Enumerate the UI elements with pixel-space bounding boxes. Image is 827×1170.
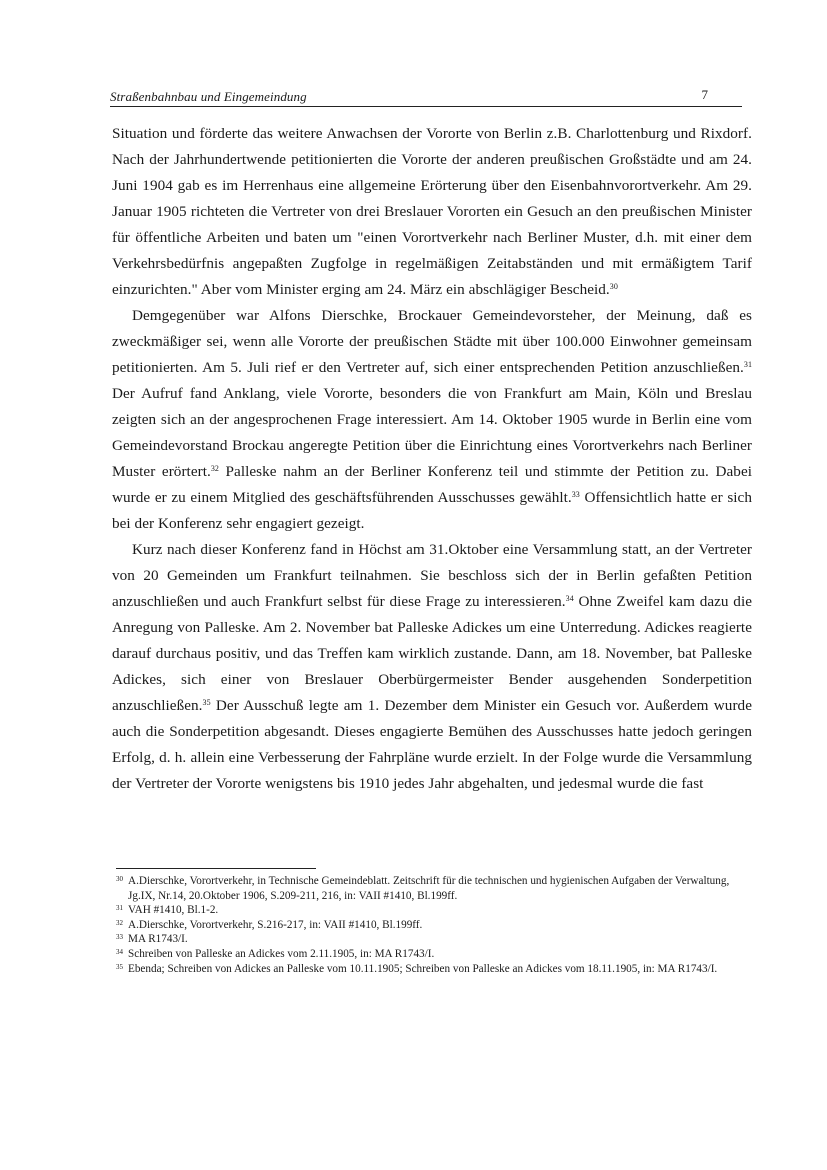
footnote: $^{31}$ VAH #1410, Bl.1-2. (116, 904, 219, 917)
footnote: $^{32}$ A.Dierschke, Vorortverkehr, S.216-217, in: VAII #1410, Bl.199ff. (116, 918, 423, 931)
paragraph (112, 303, 752, 537)
paragraph-text: Palleske nahm an der Berliner Konferenz teil und stimmte der Petition zu. Dabei wurde er zu einem Mitglied des geschäftsführenden Ausschusses gewählt. (112, 463, 753, 506)
footnote-text: Schreiben von Palleske an Adickes vom 2.11.1905, in: MA R1743/I. (128, 947, 435, 960)
footnote-reference: 34 (565, 594, 574, 603)
paragraph-text: Demgegenüber war Alfons Dierschke, Brockauer Gemeindevorsteher, der Meinung, daß es zweckmäßiger sei, wenn alle Vororte der preußischen Städte mit über 100.000 Einwohner gemeinsam petitionierten. Am 5. Juli rief er den Vertreter auf, sich einer entsprechenden Petition anzuschließen. (112, 307, 752, 376)
footnote-reference: 31 (743, 360, 752, 369)
paragraph-text: Situation und förderte das weitere Anwachsen der Vororte von Berlin z.B. Charlottenburg und Rixdorf. Nach der Jahrhundertwende petitionierten die Vororte der anderen preußischen Großstädte und am 24. Juni 1904 gab es im Herrenhaus eine allgemeine Erörterung über den Eisenbahnvorortverkehr. Am 29. Januar 1905 richteten die Vertreter von drei Breslauer Vororten ein Gesuch an den preußischen Minister für öffentliche Arbeiten und baten um "einen Vorortverkehr nach Berliner Muster, d.h. mit einer dem Verkehrsbedürfnis angepaßten Zugfolge in regelmäßigen Zeitabständen und mit ermäßigtem Tarif einzurichten." Aber vom Minister erging am 24. März ein abschlägiger Bescheid. (112, 125, 752, 298)
footnote-text: VAH #1410, Bl.1-2. (128, 904, 219, 917)
footnote-text: A.Dierschke, Vorortverkehr, S.216-217, in: VAII #1410, Bl.199ff. (128, 918, 423, 931)
footnotes (116, 874, 756, 976)
paragraph-text: Kurz nach dieser Konferenz fand in Höchst am 31.Oktober eine Versammlung statt, an der Vertreter von 20 Gemeinden um Frankfurt teilnahmen. Sie beschloss sich der in Berlin gefaßten Petition anzuschließen und auch Frankfurt selbst für diese Frage zu interessieren. (112, 541, 752, 610)
paragraph-text: Ohne Zweifel kam dazu die Anregung von Palleske. Am 2. November bat Palleske Adickes um eine Unterredung. Adickes reagierte darauf durchaus positiv, und das Treffen kam wirklich zustande. Dann, am 18. November, bat Palleske Adickes, sich einer von Breslauer Oberbürgermeister Bender ausgehenden Sonderpetition anzuschließen. (112, 593, 753, 714)
footnote: $^{30}$ A.Dierschke, Vorortverkehr, in Technische Gemeindeblatt. Zeitschrift für die technischen und hygienischen Aufgaben der Verwaltung, Jg.IX, Nr.14, 20.Oktober 1906, S.209-211, 216, in: VAII #1410, Bl.199ff. (116, 875, 730, 902)
page-header (110, 86, 742, 107)
paragraph-text: Offensichtlich hatte er sich bei der Konferenz sehr engagiert gezeigt. (112, 489, 752, 532)
footnote-reference: 30 (609, 282, 618, 291)
paragraph-text: Der Ausschuß legte am 1. Dezember dem Minister ein Gesuch vor. Außerdem wurde auch die Sonderpetition abgesandt. Dieses engagierte Bemühen des Ausschusses hatte jedoch geringen Erfolg, d. h. allein eine Verbesserung der Fahrpläne wurde erzielt. In der Folge wurde die Versammlung der Vertreter der Vororte wenigstens bis 1910 jedes Jahr abgehalten, und jedesmal wurde die fast (112, 697, 752, 792)
paragraph (112, 537, 752, 797)
footnote: $^{33}$ MA R1743/I. (116, 933, 188, 946)
paragraph (112, 121, 752, 303)
footnote-reference: 35 (202, 698, 211, 707)
footnote-reference: 33 (571, 490, 580, 499)
running-title: Straßenbahnbau und Eingemeindung (110, 89, 307, 104)
footnote: $^{34}$ Schreiben von Palleske an Adickes vom 2.11.1905, in: MA R1743/I. (116, 947, 435, 960)
body-text (112, 121, 752, 797)
page-number: 7 (701, 87, 708, 102)
footnote-divider (116, 868, 316, 869)
footnote-reference: 32 (210, 464, 219, 473)
footnote-text: A.Dierschke, Vorortverkehr, in Technische Gemeindeblatt. Zeitschrift für die technischen und hygienischen Aufgaben der Verwaltung, Jg.IX, Nr.14, 20.Oktober 1906, S.209-211, 216, in: VAII #1410, Bl.199ff. (128, 875, 730, 902)
footnote-text: Ebenda; Schreiben von Adickes an Palleske vom 10.11.1905; Schreiben von Palleske an Adickes vom 18.11.1905, in: MA R1743/I. (128, 962, 718, 975)
paragraph-text: Der Aufruf fand Anklang, viele Vororte, besonders die von Frankfurt am Main, Köln und Breslau zeigten sich an der angesprochenen Frage interessiert. Am 14. Oktober 1905 wurde in Berlin eine vom Gemeindevorstand Brockau angeregte Petition über die Einrichtung eines Vorortverkehrs nach Berliner Muster erörtert. (112, 385, 752, 480)
footnote-text: MA R1743/I. (128, 933, 188, 946)
footnote: $^{35}$ Ebenda; Schreiben von Adickes an Palleske vom 10.11.1905; Schreiben von Palleske an Adickes vom 18.11.1905, in: MA R1743/I. (116, 962, 718, 975)
